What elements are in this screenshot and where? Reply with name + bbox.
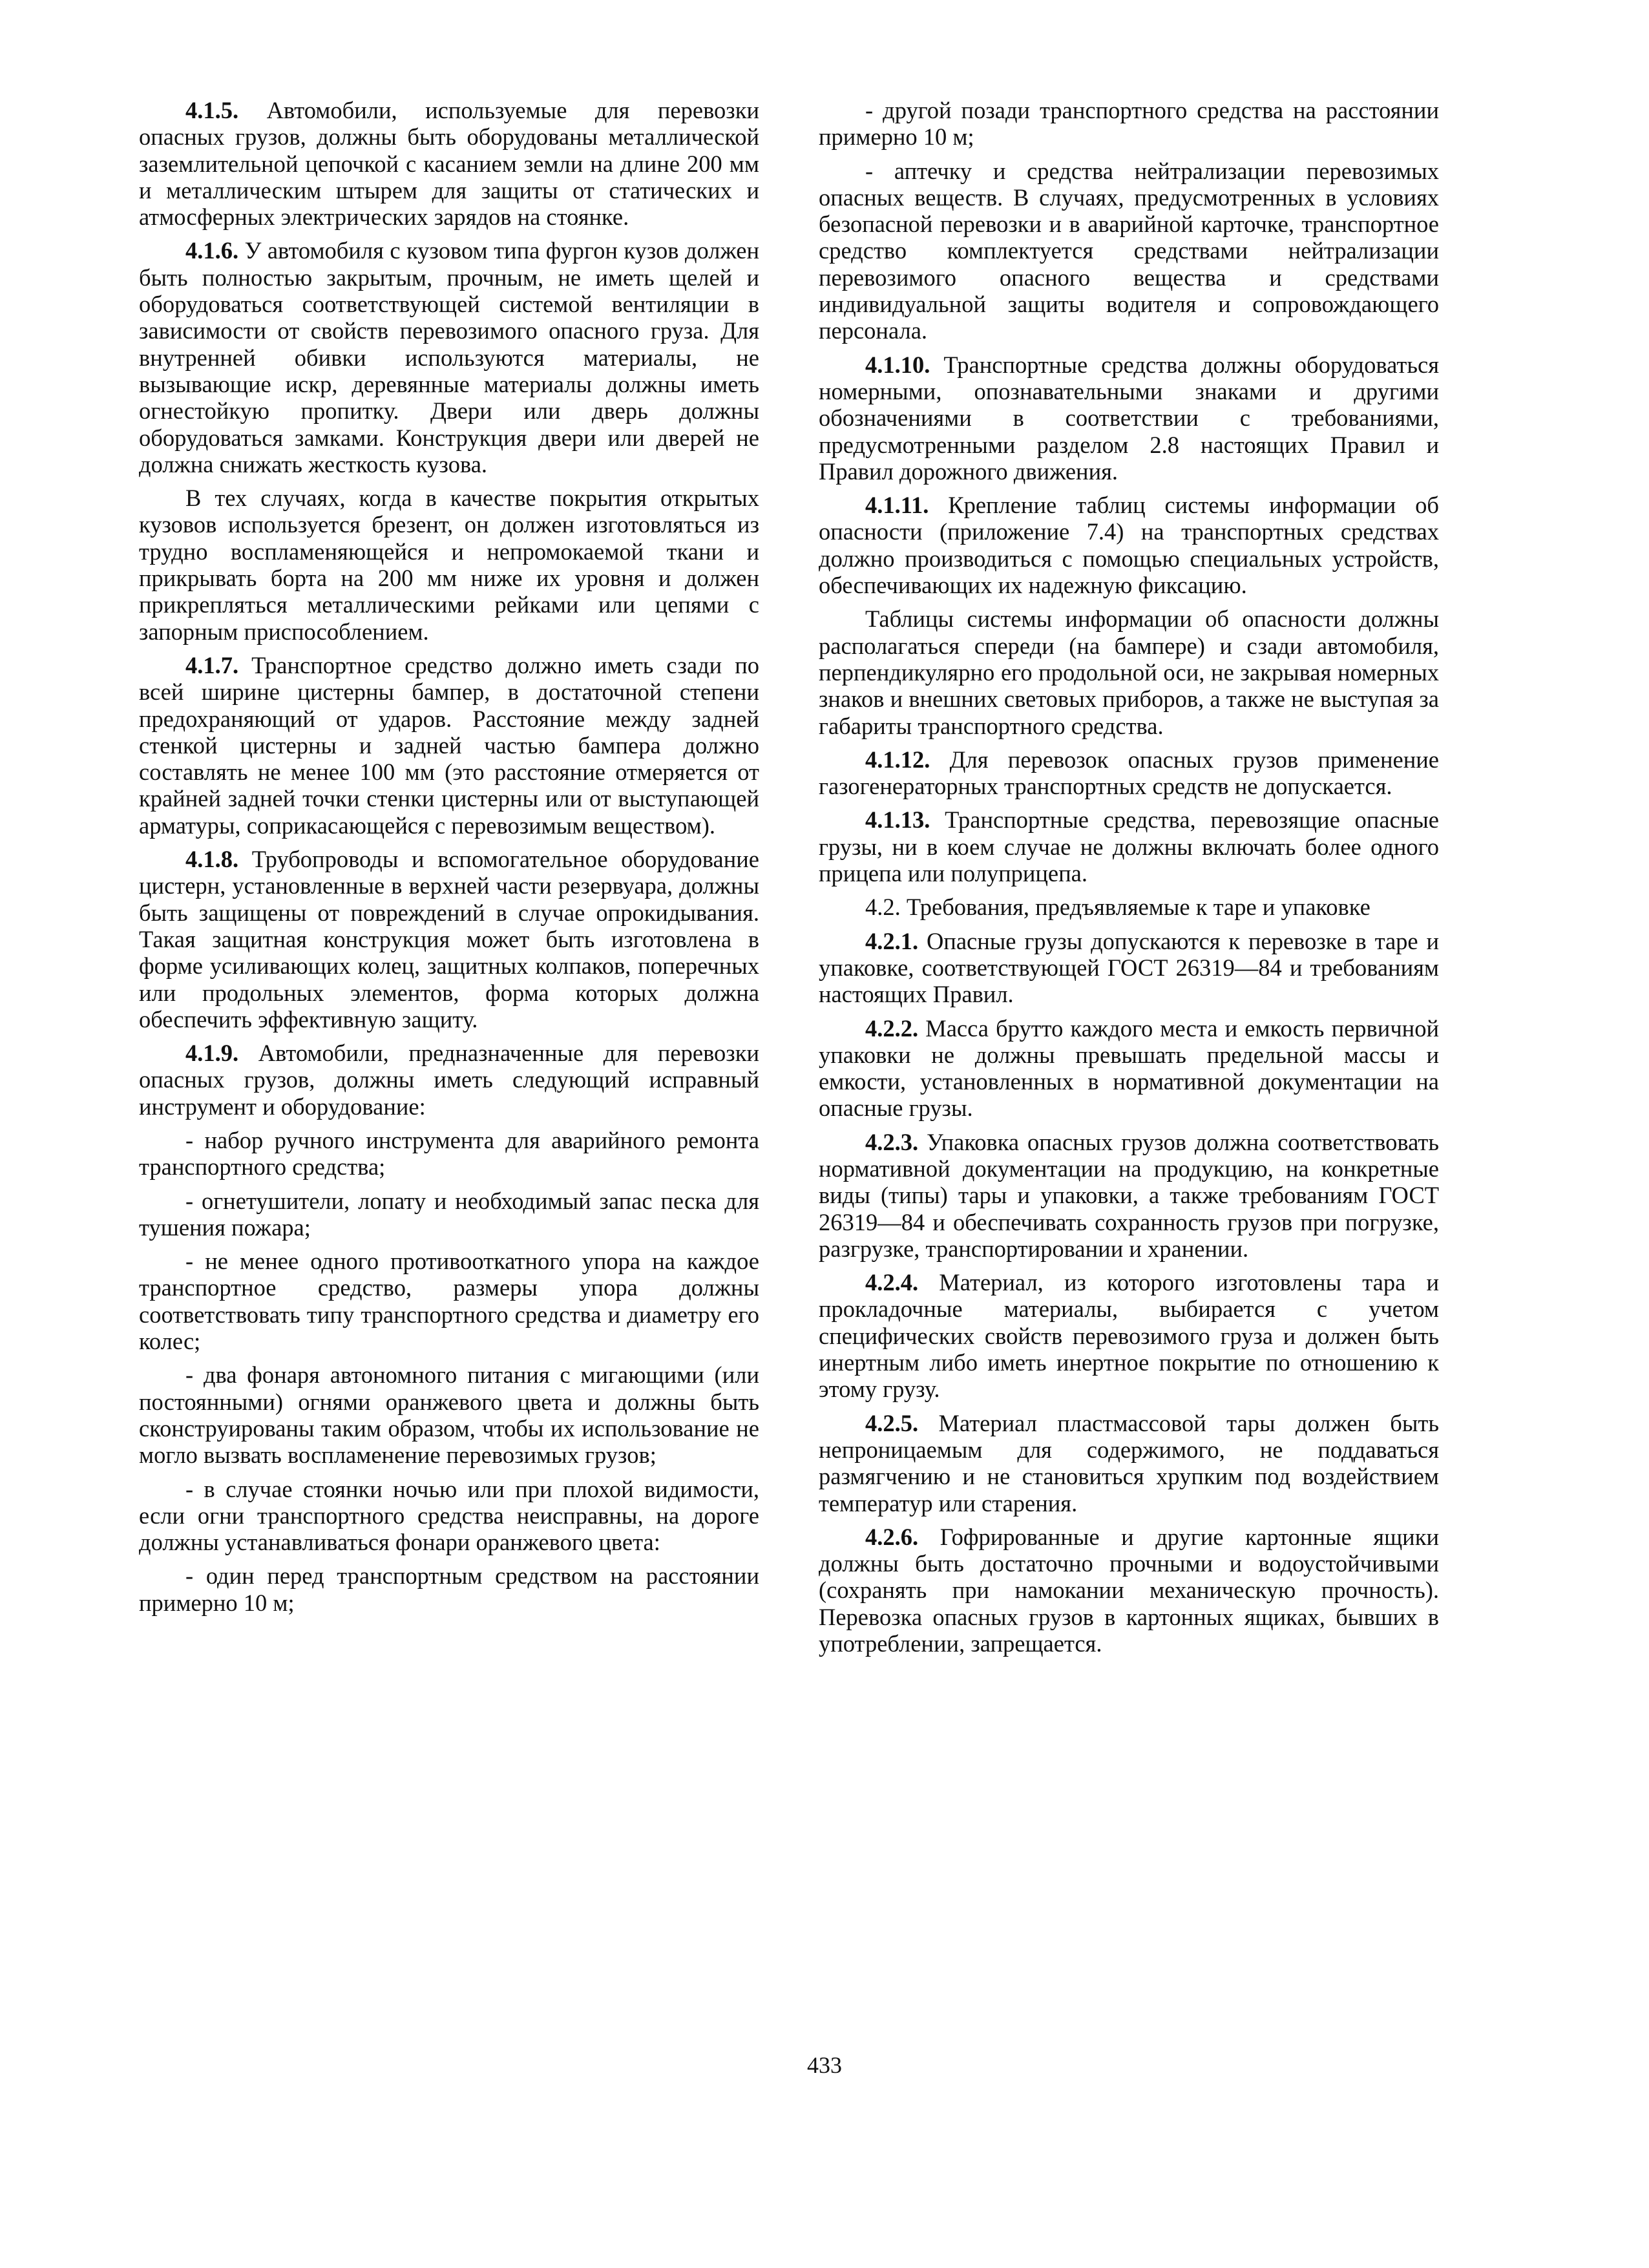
clause-number: 4.2.6. (865, 1523, 919, 1550)
list-item (139, 1127, 759, 1181)
paragraph-text: Упаковка опасных грузов должна соответствовать нормативной документации на продукцию, на конкретные виды (типы) тары и упаковки, а также требованиям ГОСТ 26319—84 и обеспечивать сохранность грузов при погрузке, разгрузке, транспортировании и хранении. (819, 1128, 1439, 1262)
paragraph-text: Материал, из которого изготовлены тара и прокладочные материалы, выбирается с учетом специфических свойств перевозимого груза и должен быть инертным либо иметь инертное покрытие по отношению к этому грузу. (819, 1269, 1439, 1403)
list-item (139, 1361, 759, 1468)
paragraph (819, 1129, 1439, 1262)
clause-number: 4.1.7. (185, 651, 239, 678)
paragraph (139, 652, 759, 839)
paragraph (819, 1269, 1439, 1402)
clause-number: 4.2.1. (865, 927, 919, 954)
clause-number: 4.1.9. (185, 1040, 239, 1067)
right-column (819, 97, 1439, 1664)
paragraph-text: Гофрированные и другие картонные ящики должны быть достаточно прочными и водоустойчивыми (сохранять при намокании механическую прочность). Перевозка опасных грузов в картонных ящиках, бывших в употреблении, запрещается. (819, 1523, 1439, 1657)
list-item (819, 97, 1439, 151)
paragraph (819, 605, 1439, 739)
paragraph-text: - другой позади транспортного средства на расстоянии примерно 10 м; (819, 97, 1439, 151)
paragraph (819, 928, 1439, 1008)
list-item (139, 1476, 759, 1556)
section-heading (819, 894, 1439, 920)
paragraph-text: Материал пластмассовой тары должен быть непроницаемым для содержимого, не поддаваться размягчению и не становиться хрупким под воздействием температур или старения. (819, 1409, 1439, 1517)
list-item (139, 1562, 759, 1616)
clause-number: 4.1.8. (185, 846, 239, 873)
clause-number: 4.1.11. (865, 492, 929, 519)
paragraph (819, 1015, 1439, 1122)
paragraph-text: - огнетушители, лопату и необходимый запас песка для тушения пожара; (139, 1187, 759, 1241)
paragraph-text: 4.2. Требования, предъявляемые к таре и упаковке (865, 894, 1371, 921)
clause-number: 4.2.3. (865, 1128, 919, 1155)
clause-number: 4.1.5. (185, 97, 239, 123)
list-item (819, 158, 1439, 344)
paragraph-text: Автомобили, используемые для перевозки опасных грузов, должны быть оборудованы металлической заземлительной цепочкой с касанием земли на длине 200 мм и металлическим штырем для защиты от статических и атмосферных электрических зарядов на стоянке. (139, 97, 759, 231)
paragraph (819, 352, 1439, 485)
paragraph (819, 1410, 1439, 1517)
list-item (139, 1248, 759, 1354)
paragraph-text: Транспортные средства, перевозящие опасные грузы, ни в коем случае не должны включать более одного прицепа или полуприцепа. (819, 806, 1439, 887)
paragraph-text: - набор ручного инструмента для аварийного ремонта транспортного средства; (139, 1126, 759, 1181)
paragraph-text: Для перевозок опасных грузов применение газогенераторных транспортных средств не допускается. (819, 746, 1439, 800)
clause-number: 4.2.5. (865, 1409, 919, 1436)
clause-number: 4.2.4. (865, 1269, 919, 1296)
clause-number: 4.2.2. (865, 1014, 919, 1042)
paragraph (139, 1040, 759, 1120)
paragraph-text: Крепление таблиц системы информации об опасности (приложение 7.4) на транспортных средствах должно производиться с помощью специальных устройств, обеспечивающих их надежную фиксацию. (819, 492, 1439, 599)
paragraph (819, 492, 1439, 598)
paragraph-text: Трубопроводы и вспомогательное оборудование цистерн, установленные в верхней части резервуара, должны быть защищены от повреждений в случае опрокидывания. Такая защитная конструкция может быть изготовлена в форме усиливающих колец, защитных колпаков, поперечных или продольных элементов, форма которых должна обеспечить эффективную защиту. (139, 846, 759, 1033)
paragraph (139, 237, 759, 478)
left-column (139, 97, 759, 1623)
paragraph-text: Транспортное средство должно иметь сзади по всей ширине цистерны бампер, в достаточной степени предохраняющий от ударов. Расстояние между задней стенкой цистерны и задней частью бампера должно составлять не менее 100 мм (это расстояние отмеряется от крайней задней точки стенки цистерны или от выступающей арматуры, соприкасающейся с перевозимым веществом). (139, 651, 759, 839)
clause-number: 4.1.6. (185, 237, 239, 264)
paragraph-text: В тех случаях, когда в качестве покрытия открытых кузовов используется брезент, он должен изготовляться из трудно воспламеняющейся и непромокаемой ткани и прикрывать борта на 200 мм ниже их уровня и должен прикрепляться металлическими рейками или цепями с запорным приспособлением. (139, 485, 759, 645)
paragraph (819, 746, 1439, 800)
paragraph-text: - два фонаря автономного питания с мигающими (или постоянными) огнями оранжевого цвета и должны быть сконструированы таким образом, чтобы их использование не могло вызвать воспламенение перевозимых грузов; (139, 1361, 759, 1469)
paragraph-text: - аптечку и средства нейтрализации перевозимых опасных веществ. В случаях, предусмотренных в условиях безопасной перевозки и в аварийной карточке, транспортное средство комплектуется средствами нейтрализации перевозимого опасного вещества и средствами индивидуальной защиты водителя и сопровождающего персонала. (819, 157, 1439, 344)
paragraph-text: - не менее одного противооткатного упора на каждое транспортное средство, размеры упора должны соответствовать типу транспортного средства и диаметру его колес; (139, 1248, 759, 1355)
paragraph-text: - в случае стоянки ночью или при плохой видимости, если огни транспортного средства неисправны, на дороге должны устанавливаться фонари оранжевого цвета: (139, 1475, 759, 1556)
paragraph-text: Автомобили, предназначенные для перевозки опасных грузов, должны иметь следующий исправный инструмент и оборудование: (139, 1040, 759, 1120)
paragraph-text: Таблицы системы информации об опасности должны располагаться спереди (на бампере) и сзади автомобиля, перпендикулярно его продольной оси, не закрывая номерных знаков и внешних световых приборов, а также не выступая за габариты транспортного средства. (819, 605, 1439, 739)
paragraph-text: Опасные грузы допускаются к перевозке в таре и упаковке, соответствующей ГОСТ 26319—84 и требованиям настоящих Правил. (819, 927, 1439, 1008)
clause-number: 4.1.13. (865, 806, 930, 834)
paragraph-text: Масса брутто каждого места и емкость первичной упаковки не должны превышать предельной массы и емкости, установленных в нормативной документации на опасные грузы. (819, 1014, 1439, 1122)
list-item (139, 1188, 759, 1241)
paragraph (139, 97, 759, 230)
paragraph-text: У автомобиля с кузовом типа фургон кузов должен быть полностью закрытым, прочным, не иметь щелей и оборудоваться соответствующей системой вентиляции в зависимости от свойств перевозимого опасного груза. Для внутренней обивки используются материалы, не вызывающие искр, деревянные материалы должны иметь огнестойкую пропитку. Двери или дверь должны оборудоваться замками. Конструкция двери или дверей не должна снижать жесткость кузова. (139, 237, 759, 478)
paragraph-text: Транспортные средства должны оборудоваться номерными, опознавательными знаками и другими обозначениями в соответствии с требованиями, предусмотренными разделом 2.8 настоящих Правил и Правил дорожного движения. (819, 351, 1439, 485)
clause-number: 4.1.10. (865, 351, 930, 378)
paragraph (139, 485, 759, 645)
paragraph-text: - один перед транспортным средством на расстоянии примерно 10 м; (139, 1562, 759, 1616)
paragraph (139, 846, 759, 1033)
paragraph (819, 806, 1439, 887)
paragraph (819, 1524, 1439, 1657)
page-number: 433 (807, 2052, 842, 2078)
clause-number: 4.1.12. (865, 746, 930, 773)
